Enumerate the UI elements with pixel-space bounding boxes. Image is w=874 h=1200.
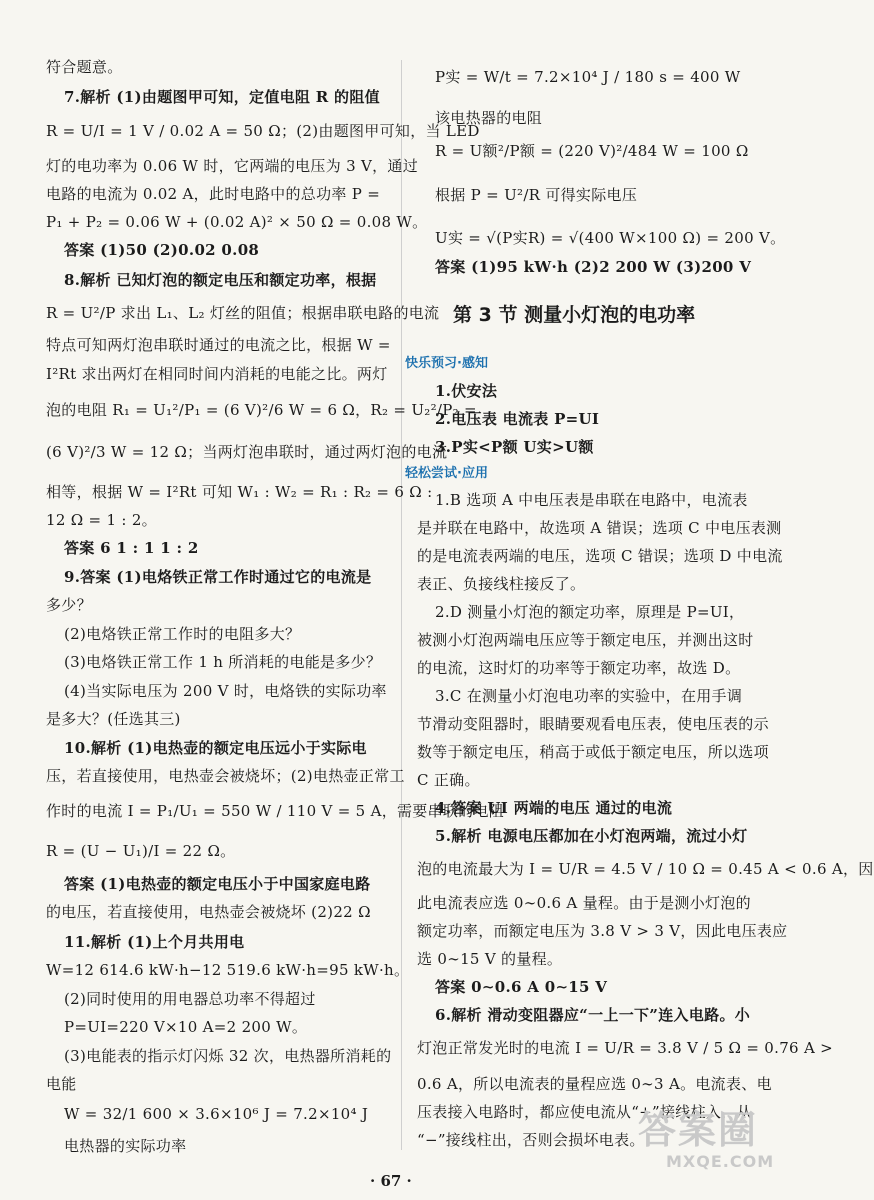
text-line: (3)电能表的指示灯闪烁 32 次，电热器所消耗的 (64, 1047, 392, 1065)
answer-line: 答案 (1)电热壶的额定电压小于中国家庭电路 (64, 875, 371, 893)
text-line: (3)电烙铁正常工作 1 h 所消耗的电能是多少？ (64, 653, 382, 671)
text-line: (6 V)²/3 W = 12 Ω；当两灯泡串联时，通过两灯泡的电流 (46, 443, 448, 461)
answer-line: 答案 (1)50 (2)0.02 0.08 (64, 241, 260, 259)
text-line: 压表接入电路时，都应使电流从“+”接线柱入，从 (417, 1103, 752, 1121)
preview-item: 1.伏安法 (435, 382, 498, 400)
text-line: 泡的电流最大为 I = U/R = 4.5 V / 10 Ω = 0.45 A < 0.6 A，因 (417, 860, 874, 878)
text-line: P=UI=220 V×10 A=2 200 W。 (64, 1018, 308, 1036)
text-line: 该电热器的电阻 (435, 109, 543, 127)
text-line: R = (U − U₁)/I = 22 Ω。 (46, 842, 236, 860)
preview-item: 3.P实<P额 U实>U额 (435, 438, 594, 456)
text-line: R = U/I = 1 V / 0.02 A = 50 Ω；(2)由题图甲可知，当 LED (46, 122, 480, 140)
text-line: 被测小灯泡两端电压应等于额定电压，并测出这时 (417, 631, 754, 649)
text-line: (2)电烙铁正常工作时的电阻多大？ (64, 625, 301, 643)
text-line: 此电流表应选 0∼0.6 A 量程。由于是测小灯泡的 (417, 894, 751, 912)
text-line: 的是电流表两端的电压，选项 C 错误；选项 D 中电流 (417, 547, 783, 565)
text-line: 多少？ (46, 596, 92, 614)
answer-line: 4.答案 UI 两端的电压 通过的电流 (435, 799, 673, 817)
text-line: 节滑动变阻器时，眼睛要观看电压表，使电压表的示 (417, 715, 769, 733)
text-line: 8.解析 已知灯泡的额定电压和额定功率，根据 (64, 271, 377, 289)
watermark-text: 答案圈 (638, 1108, 759, 1152)
text-line: 电热器的实际功率 (64, 1137, 187, 1155)
text-line: 灯的电功率为 0.06 W 时，它两端的电压为 3 V，通过 (46, 157, 419, 175)
text-line: 11.解析 (1)上个月共用电 (64, 933, 245, 951)
text-line: W = 32/1 600 × 3.6×10⁶ J = 7.2×10⁴ J (64, 1105, 369, 1123)
text-line: 作时的电流 I = P₁/U₁ = 550 W / 110 V = 5 A，需要串联的电阻 (46, 802, 505, 820)
text-line: 表正、负接线柱接反了。 (417, 575, 586, 593)
text-line: (4)当实际电压为 200 V 时，电烙铁的实际功率 (64, 682, 387, 700)
text-line: 特点可知两灯泡串联时通过的电流之比，根据 W = (46, 336, 391, 354)
text-line: 6.解析 滑动变阻器应“一上一下”连入电路。小 (435, 1006, 751, 1024)
text-line: R = U额²/P额 = (220 V)²/484 W = 100 Ω (435, 142, 749, 160)
text-line: C 正确。 (417, 771, 480, 789)
text-line: 5.解析 电源电压都加在小灯泡两端，流过小灯 (435, 827, 748, 845)
text-line: 1.B 选项 A 中电压表是串联在电路中，电流表 (435, 491, 748, 509)
watermark-url: MXQE.COM (666, 1152, 775, 1171)
text-line: 根据 P = U²/R 可得实际电压 (435, 186, 638, 204)
text-line: I²Rt 求出两灯在相同时间内消耗的电能之比。两灯 (46, 365, 388, 383)
text-line: 的电流，这时灯的功率等于额定功率，故选 D。 (417, 659, 741, 677)
text-line: 是多大？(任选其三) (46, 710, 181, 728)
text-line: U实 = √(P实R) = √(400 W×100 Ω) = 200 V。 (435, 229, 786, 247)
text-line: (2)同时使用的用电器总功率不得超过 (64, 990, 316, 1008)
text-line: 电能 (46, 1075, 77, 1093)
text-line: 的电压，若直接使用，电热壶会被烧坏 (2)22 Ω (46, 903, 371, 921)
text-line: 压，若直接使用，电热壶会被烧坏；(2)电热壶正常工 (46, 767, 405, 785)
watermark-logo (638, 1108, 788, 1188)
section-title: 第 3 节 测量小灯泡的电功率 (453, 304, 696, 326)
text-line: 符合题意。 (46, 58, 123, 76)
subsection-heading: 快乐预习·感知 (405, 356, 488, 371)
text-line: 相等，根据 W = I²Rt 可知 W₁ : W₂ = R₁ : R₂ = 6 Ω : (46, 483, 433, 501)
page-number: · 67 · (370, 1172, 412, 1190)
text-line: 泡的电阻 R₁ = U₁²/P₁ = (6 V)²/6 W = 6 Ω，R₂ = U₂²/P₂ = (46, 401, 477, 419)
answer-line: 答案 0∼0.6 A 0∼15 V (435, 978, 608, 996)
text-line: R = U²/P 求出 L₁、L₂ 灯丝的阻值；根据串联电路的电流 (46, 304, 440, 322)
text-line: P实 = W/t = 7.2×10⁴ J / 180 s = 400 W (435, 68, 741, 86)
text-line: 数等于额定电压，稍高于或低于额定电压，所以选项 (417, 743, 769, 761)
text-line: 7.解析 (1)由题图甲可知，定值电阻 R 的阻值 (64, 88, 380, 106)
answer-line: 答案 6 1 : 1 1 : 2 (64, 539, 199, 557)
text-line: W=12 614.6 kW·h−12 519.6 kW·h=95 kW·h。 (46, 961, 410, 979)
text-line: “−”接线柱出，否则会损坏电表。 (417, 1131, 645, 1149)
text-line: 0.6 A，所以电流表的量程应选 0∼3 A。电流表、电 (417, 1075, 772, 1093)
text-line: 灯泡正常发光时的电流 I = U/R = 3.8 V / 5 Ω = 0.76 A > (417, 1039, 834, 1057)
text-line: P₁ + P₂ = 0.06 W + (0.02 A)² × 50 Ω = 0.08 W。 (46, 213, 428, 231)
subsection-heading: 轻松尝试·应用 (405, 466, 488, 481)
text-line: 10.解析 (1)电热壶的额定电压远小于实际电 (64, 739, 367, 757)
text-line: 3.C 在测量小灯泡电功率的实验中，在用手调 (435, 687, 743, 705)
preview-item: 2.电压表 电流表 P=UI (435, 410, 600, 428)
text-line: 选 0∼15 V 的量程。 (417, 950, 563, 968)
answer-line: 答案 (1)95 kW·h (2)2 200 W (3)200 V (435, 258, 752, 276)
text-line: 是并联在电路中，故选项 A 错误；选项 C 中电压表测 (417, 519, 782, 537)
text-line: 额定功率，而额定电压为 3.8 V > 3 V，因此电压表应 (417, 922, 788, 940)
text-line: 2.D 测量小灯泡的额定功率，原理是 P=UI， (435, 603, 745, 621)
text-line: 9.答案 (1)电烙铁正常工作时通过它的电流是 (64, 568, 372, 586)
text-line: 12 Ω = 1 : 2。 (46, 511, 157, 529)
text-line: 电路的电流为 0.02 A，此时电路中的总功率 P = (46, 185, 381, 203)
